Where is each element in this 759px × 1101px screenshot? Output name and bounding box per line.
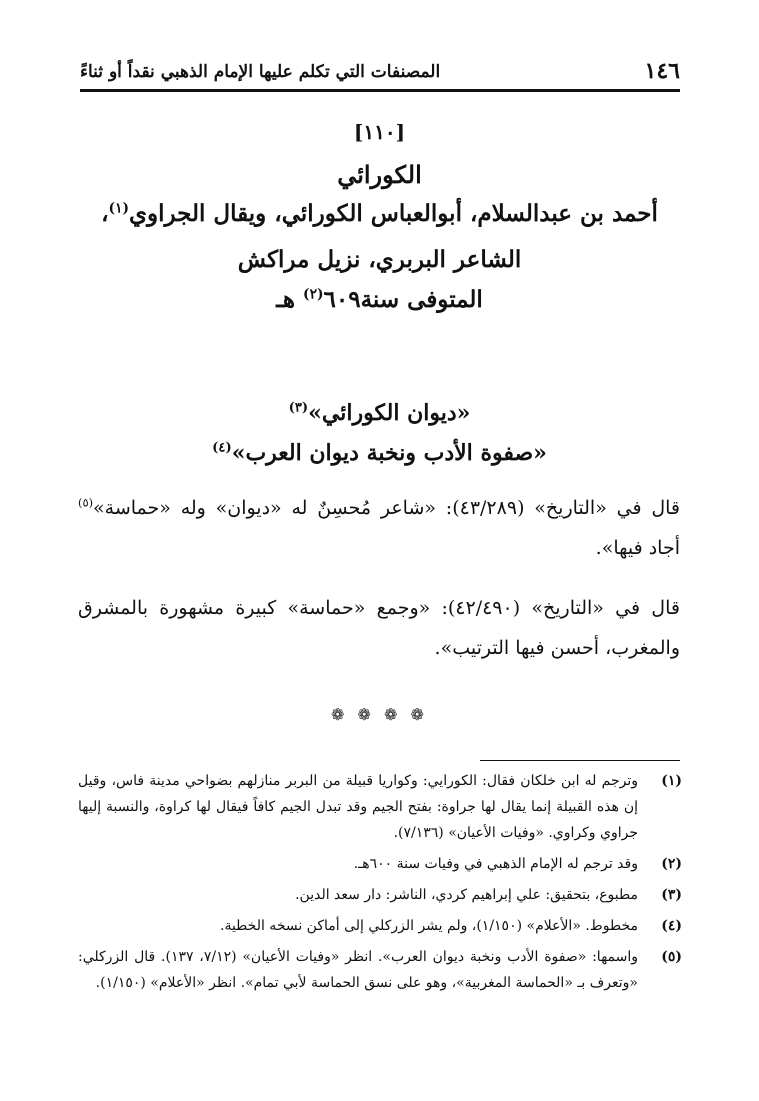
- entry-number: [١١٠]: [353, 120, 406, 144]
- footnote-number: (٢): [661, 856, 682, 872]
- footnote-5: [78, 944, 682, 996]
- footnote-text: وقد ترجم له الإمام الذهبي في وفيات سنة ٦٠٠هـ.: [353, 856, 638, 872]
- body-paragraph-2: قال في «التاريخ» (٤٢/٤٩٠): «وجمع «حماسة» كبيرة مشهورة بالمشرق والمغرب، أحسن فيها الترتيب».: [78, 597, 680, 659]
- footnotes: [78, 768, 682, 1001]
- footnote-1: [78, 768, 682, 846]
- header-rule: [80, 89, 680, 92]
- footnote-text: مطبوع، بتحقيق: علي إبراهيم كردي، الناشر: دار سعد الدين.: [295, 887, 638, 903]
- author-full-name-comma: ،: [101, 200, 109, 227]
- footnote-number: (٥): [661, 949, 682, 965]
- page-number: ١٤٦: [644, 58, 680, 84]
- author-full-name-text: أحمد بن عبدالسلام، أبوالعباس الكورائي، ويقال الجراوي: [128, 200, 658, 227]
- running-title: المصنفات التي تكلم عليها الإمام الذهبي نقداً أو ثناءً: [80, 62, 441, 82]
- footnote-text: وترجم له ابن خلكان فقال: الكورايي: وكواريا قبيلة من البربر منازلهم بضواحي مدينة فاس، وقيل إن هذه القبيلة إنما يقال لها جراوة: بفتح الجيم وقد تبدل الجيم كافاً فيقال لها كراوة، والنسبة إليها جراوي وكراوي. «وفيات الأعيان» (٧/١٣٦).: [78, 773, 638, 841]
- section-ornament: ❁ ❁ ❁ ❁: [331, 705, 428, 724]
- running-head: [80, 58, 680, 88]
- death-year-suffix: هـ: [276, 286, 304, 313]
- footnote-ref-4: (٤): [212, 440, 232, 456]
- work-title-1-text: «ديوان الكورائي»: [308, 400, 471, 426]
- footnote-ref-3: (٣): [288, 400, 309, 416]
- footnote-rule: [480, 760, 680, 761]
- footnote-number: (٤): [661, 918, 682, 934]
- author-short-name: الكورائي: [337, 160, 422, 189]
- footnote-3: [78, 882, 682, 908]
- footnote-ref-2: (٢): [303, 286, 324, 303]
- footnote-ref-1: (١): [108, 200, 129, 217]
- footnote-2: [78, 851, 682, 877]
- author-death-year: [0, 286, 759, 313]
- work-title-2: [0, 440, 759, 466]
- footnote-number: (٣): [661, 887, 682, 903]
- paragraph-1-text-a: قال في «التاريخ» (٤٣/٢٨٩): «شاعر مُحسِنٌ له «ديوان» وله «حماسة»: [93, 497, 680, 519]
- footnote-text: مخطوط. «الأعلام» (١/١٥٠)، ولم يشر الزركلي إلى أماكن نسخه الخطية.: [220, 918, 638, 934]
- body-paragraph-1: [78, 488, 680, 568]
- work-title-2-text: «صفوة الأدب ونخبة ديوان العرب»: [231, 440, 547, 466]
- author-description: الشاعر البربري، نزيل مراكش: [237, 246, 522, 273]
- footnote-4: [78, 913, 682, 939]
- footnote-ref-5: (٥): [78, 495, 94, 510]
- paragraph-1-text-b: أجاد فيها».: [595, 537, 680, 559]
- author-full-name: [0, 200, 759, 227]
- footnote-number: (١): [661, 773, 682, 789]
- footnote-text: واسمها: «صفوة الأدب ونخبة ديوان العرب». انظر «وفيات الأعيان» (٧/١٢، ١٣٧). قال الزركلي: «وتعرف بـ «الحماسة المغربية»، وهو على نسق الحماسة لأبي تمام». انظر «الأعلام» (١/١٥٠).: [78, 949, 638, 991]
- work-title-1: [0, 400, 759, 426]
- death-year-text: المتوفى سنة٦٠٩: [323, 286, 483, 313]
